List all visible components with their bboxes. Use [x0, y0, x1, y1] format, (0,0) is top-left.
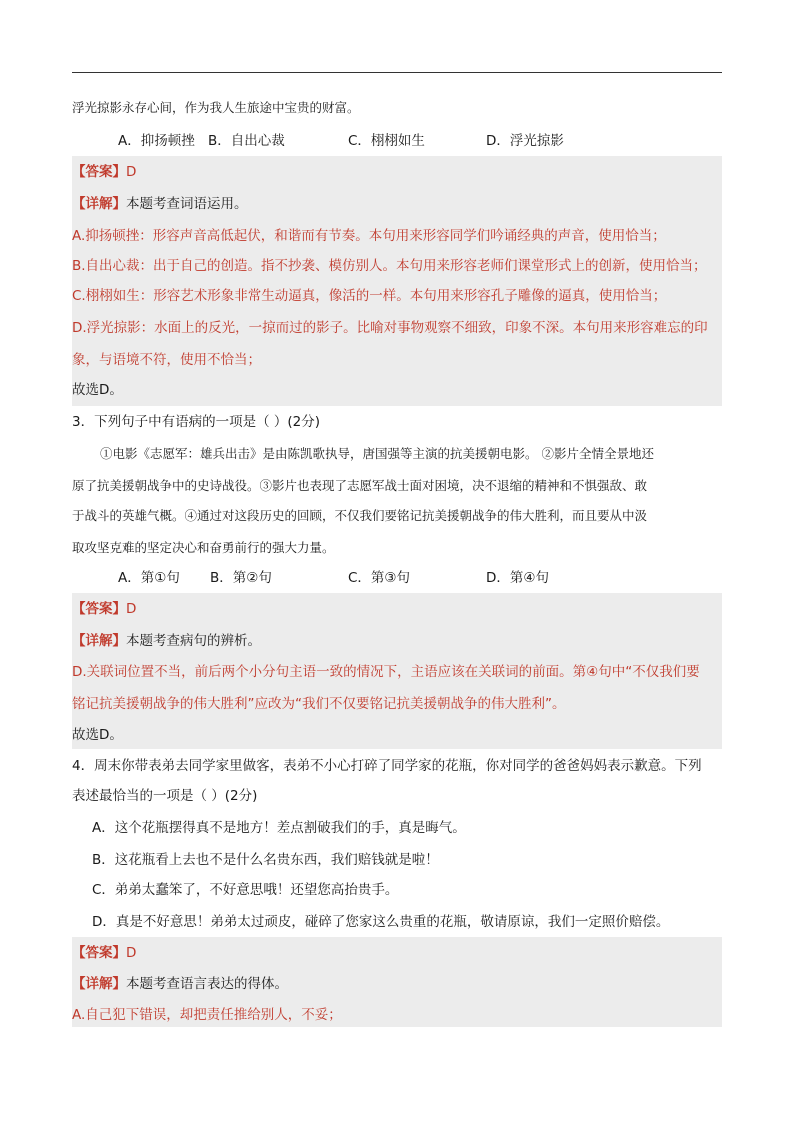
q2-conclusion: 故选D。	[72, 382, 123, 398]
q2-option-d: D．浮光掠影	[486, 133, 564, 149]
q3-option-b: B．第②句	[210, 570, 272, 586]
q4-option-c: C．弟弟太蠢笨了，不好意思哦！还望您高抬贵手。	[92, 882, 399, 898]
q3-detail-line: 【详解】本题考查病句的辨析。	[72, 633, 261, 649]
q4-answer-line: 【答案】D	[72, 945, 137, 961]
q3-passage-3: 于战斗的英雄气概。④通过对这段历史的回顾，不仅我们要铭记抗美援朝战争的伟大胜利，而且要从中汲	[72, 508, 648, 523]
q3-option-c: C．第③句	[348, 570, 411, 586]
q3-passage-1: ①电影《志愿军：雄兵出击》是由陈凯歌执导，唐国强等主演的抗美援朝电影。 ②影片全情全景地还	[100, 446, 654, 461]
q3-answer-line: 【答案】D	[72, 601, 137, 617]
q4-option-b: B．这花瓶看上去也不是什么名贵东西，我们赔钱就是啦！	[92, 852, 439, 868]
q3-passage-2: 原了抗美援朝战争中的史诗战役。③影片也表现了志愿军战士面对困境，决不退缩的精神和不惧强敌、敢	[72, 478, 648, 493]
q4-detail-line: 【详解】本题考查语言表达的得体。	[72, 976, 288, 992]
q4-option-a: A．这个花瓶摆得真不是地方！差点割破我们的手，真是晦气。	[92, 820, 466, 836]
q4-answer: D	[126, 945, 137, 961]
header-rule	[72, 72, 722, 73]
q4-detail: 本题考查语言表达的得体。	[126, 976, 288, 992]
q2-expl-a: A.抑扬顿挫：形容声音高低起伏，和谐而有节奏。本句用来形容同学们吟诵经典的声音，使用恰当；	[72, 228, 666, 244]
q4-expl-a: A.自己犯下错误，却把责任推给别人，不妥；	[72, 1007, 342, 1023]
q3-conclusion: 故选D。	[72, 727, 123, 743]
q3-option-a: A．第①句	[118, 570, 180, 586]
q4-title-1: 4．周末你带表弟去同学家里做客，表弟不小心打碎了同学家的花瓶，你对同学的爸爸妈妈表示歉意。下列	[72, 758, 702, 774]
q3-detail: 本题考查病句的辨析。	[126, 633, 261, 649]
q2-option-b: B．自出心裁	[208, 133, 285, 149]
q3-title: 3．下列句子中有语病的一项是（ ）(2分)	[72, 414, 321, 430]
q2-option-c: C．栩栩如生	[348, 133, 425, 149]
q2-answer-line: 【答案】D	[72, 164, 137, 180]
q2-answer: D	[126, 164, 137, 180]
q2-option-a: A．抑扬顿挫	[118, 133, 195, 149]
q3-expl-1: D.关联词位置不当，前后两个小分句主语一致的情况下，主语应该在关联词的前面。第④句中“不仅我们要	[72, 664, 700, 680]
q3-option-d: D．第④句	[486, 570, 549, 586]
q4-title-2: 表述最恰当的一项是（ ）(2分)	[72, 788, 258, 804]
intro-line: 浮光掠影永存心间，作为我人生旅途中宝贵的财富。	[72, 100, 360, 115]
q2-detail-line: 【详解】本题考查词语运用。	[72, 196, 248, 212]
q3-answer: D	[126, 601, 137, 617]
q4-option-d: D．真是不好意思！弟弟太过顽皮，碰碎了您家这么贵重的花瓶，敬请原谅，我们一定照价赔偿。	[92, 914, 670, 930]
q2-expl-b: B.自出心裁：出于自己的创造。指不抄袭、模仿别人。本句用来形容老师们课堂形式上的创新，使用恰当；	[72, 258, 707, 274]
q2-expl-d: D.浮光掠影：水面上的反光，一掠而过的影子。比喻对事物观察不细致，印象不深。本句用来形容难忘的印	[72, 320, 708, 336]
q2-expl-c: C.栩栩如生：形容艺术形象非常生动逼真，像活的一样。本句用来形容孔子雕像的逼真，使用恰当；	[72, 288, 667, 304]
q2-detail: 本题考查词语运用。	[126, 196, 248, 212]
q2-expl-d-cont: 象，与语境不符，使用不恰当；	[72, 352, 261, 368]
q3-expl-2: 铭记抗美援朝战争的伟大胜利”应改为“我们不仅要铭记抗美援朝战争的伟大胜利”。	[72, 696, 566, 712]
q3-passage-4: 取攻坚克难的坚定决心和奋勇前行的强大力量。	[72, 540, 335, 555]
